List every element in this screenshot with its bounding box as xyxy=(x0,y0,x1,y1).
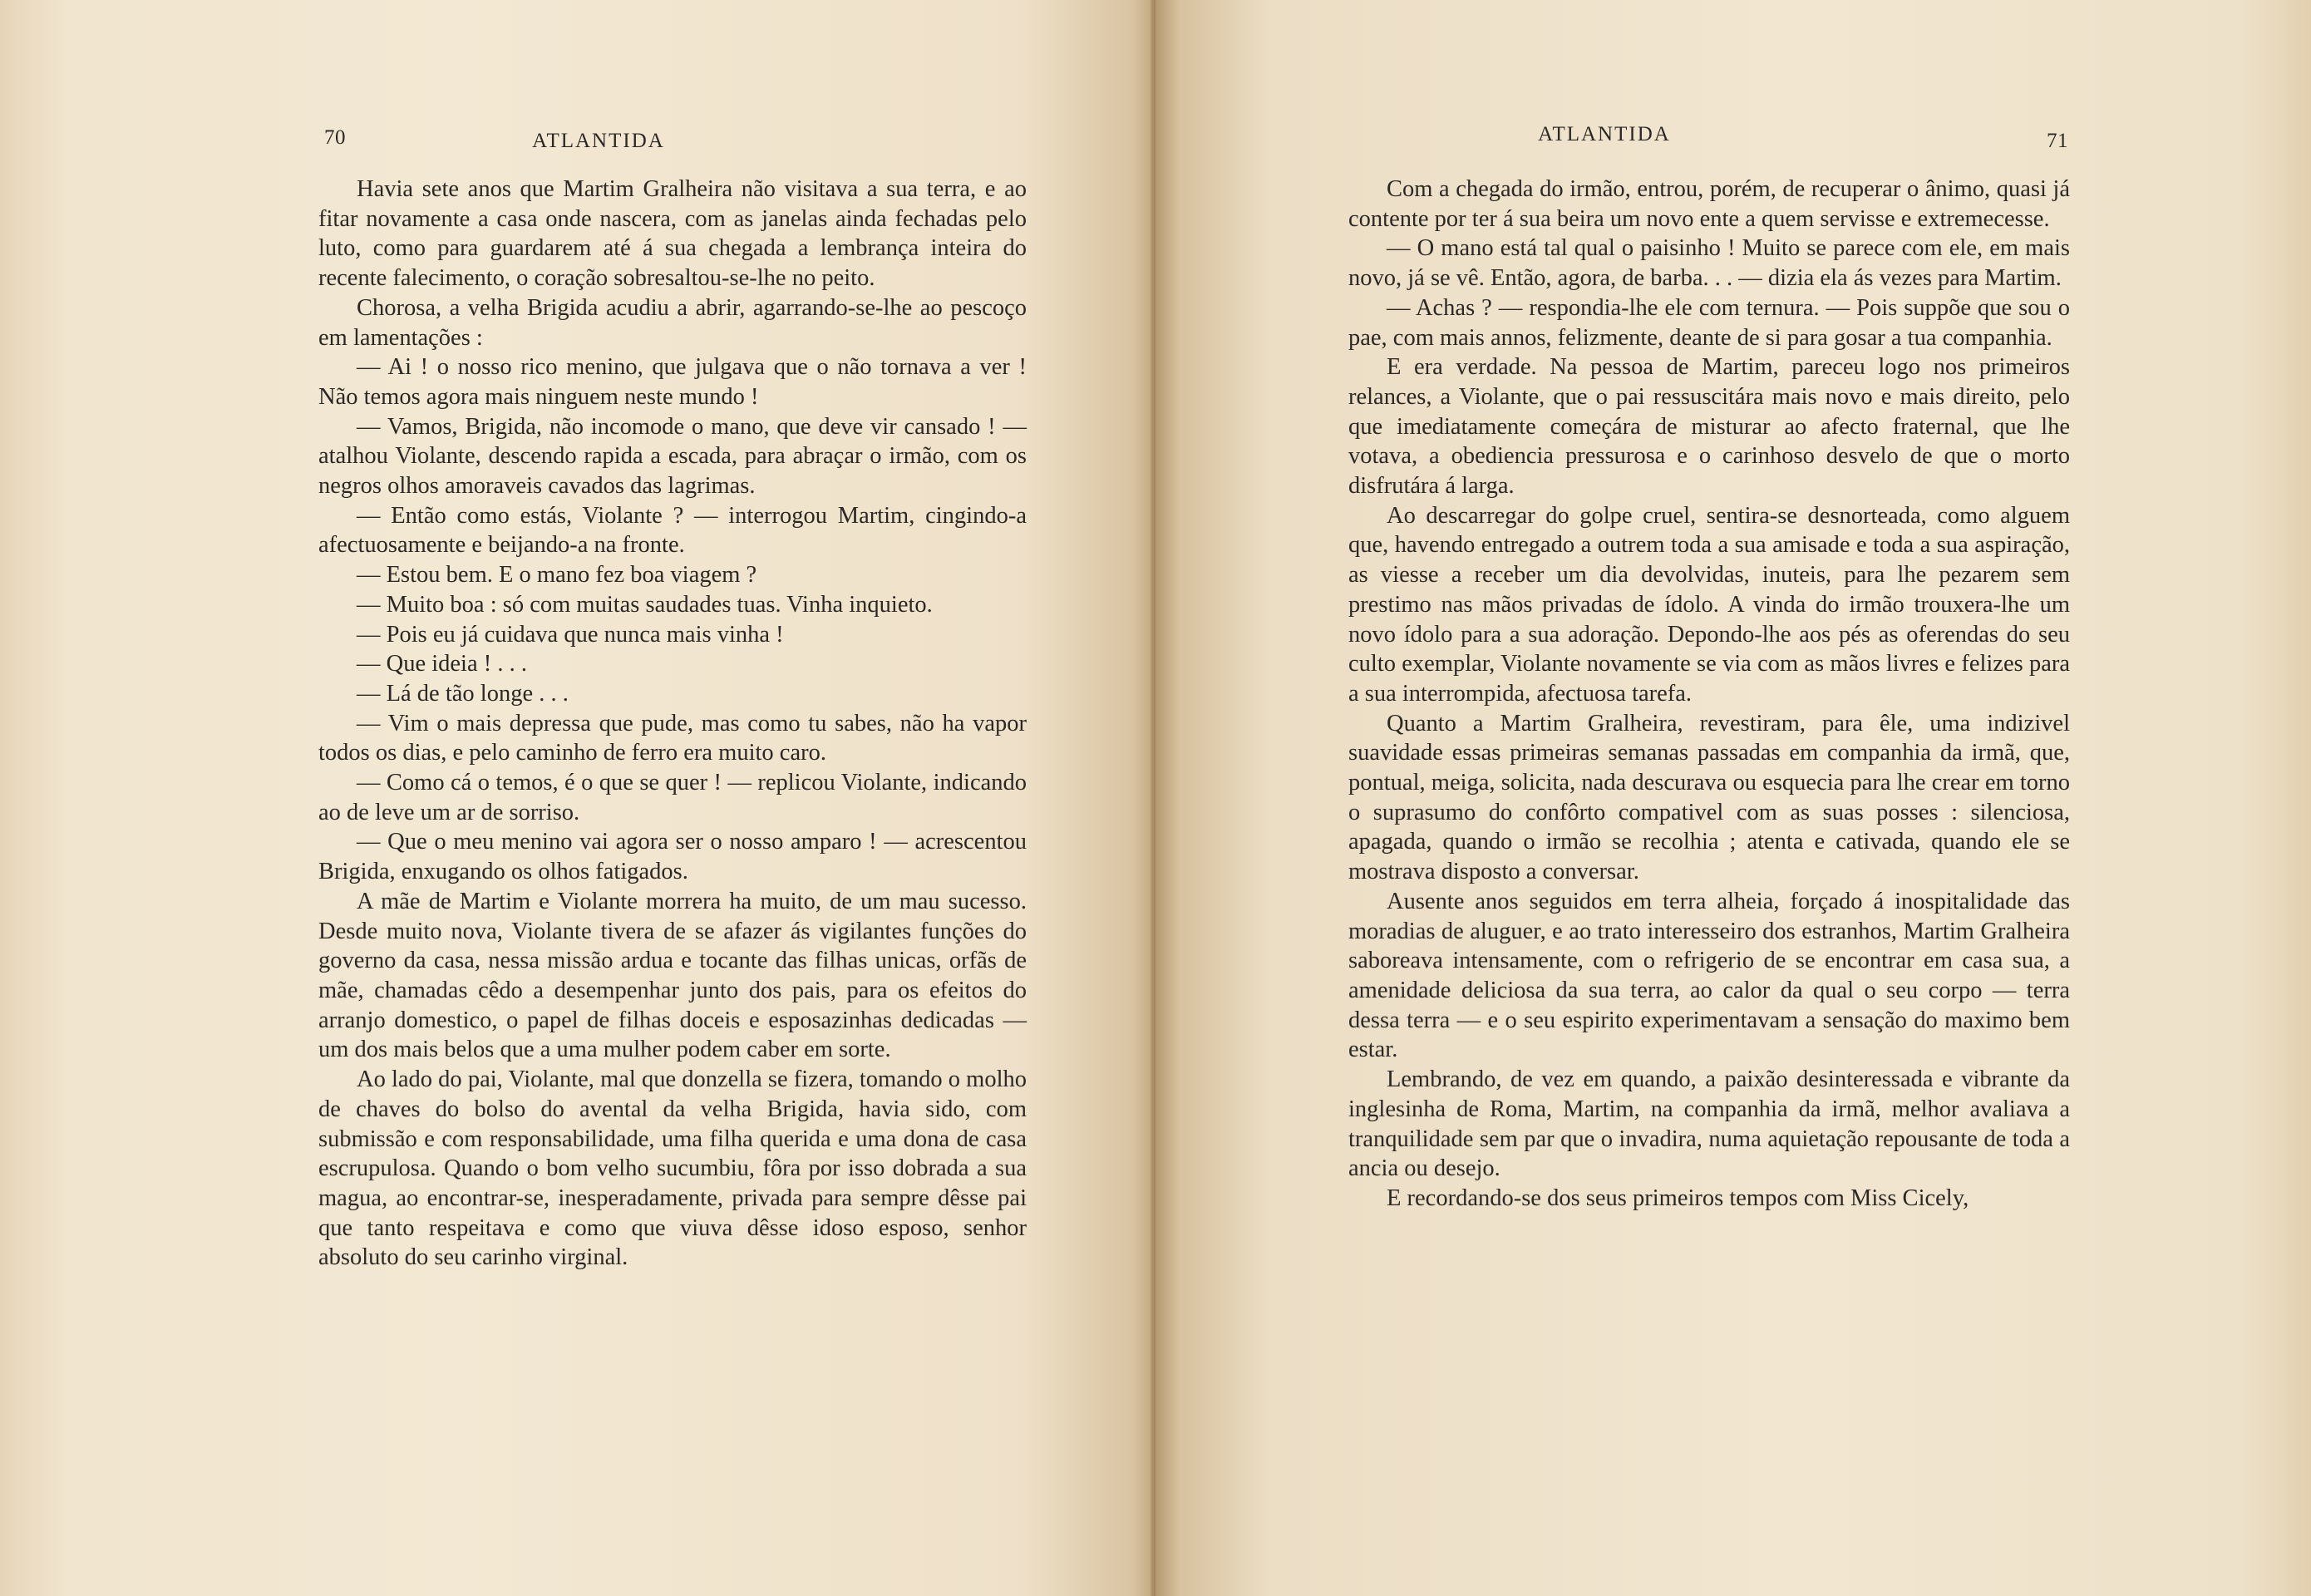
body-text xyxy=(1348,175,2070,1214)
body-text xyxy=(318,175,1027,1273)
paragraph: — Ai ! o nosso rico menino, que julgava que o não tornava a ver ! Não temos agora mais ninguem neste mundo ! xyxy=(318,354,1027,410)
paragraph: — Que ideia ! . . . xyxy=(357,651,527,677)
paragraph: Chorosa, a velha Brigida acudiu a abrir, agarrando-se-lhe ao pescoço em lamentações : xyxy=(318,294,1027,351)
paragraph: — Então como estás, Violante ? — interrogou Martim, cingindo-a afectuosamente e beijando-a na fronte. xyxy=(318,502,1027,559)
paragraph: Lembrando, de vez em quando, a paixão desinteressada e vibrante da inglesinha de Roma, Martim, na companhia da irmã, melhor avaliava a tranquilidade sem par que o invadira, numa aquietação repousante de toda a ancia ou desejo. xyxy=(1348,1066,2070,1182)
page-number: 70 xyxy=(324,126,346,149)
paragraph: — Muito boa : só com muitas saudades tuas. Vinha inquieto. xyxy=(357,591,933,618)
paragraph: Ao descarregar do golpe cruel, sentira-se desnorteada, como alguem que, havendo entregado a outrem toda a sua amisade e toda a sua aspiração, as viesse a receber um dia devolvidas, inuteis, para lhe pezarem sem prestimo nas mãos privadas de ídolo. A vinda do irmão trouxera-lhe um novo ídolo para a sua adoração. Depondo-lhe aos pés as oferendas do seu culto exemplar, Violante novamente se via com as mãos livres e felizes para a sua interrompida, afectuosa tarefa. xyxy=(1348,502,2070,707)
paragraph: Havia sete anos que Martim Gralheira não visitava a sua terra, e ao fitar novamente a casa onde nascera, com as janelas ainda fechadas pelo luto, como para guardarem até á sua chegada a lembrança inteira do recente falecimento, o coração sobresaltou-se-lhe no peito. xyxy=(318,176,1027,292)
right-page xyxy=(1156,0,2311,1596)
paragraph: Ausente anos seguidos em terra alheia, forçado á inospitalidade das moradias de aluguer, e ao trato interesseiro dos estranhos, Martim Gralheira saboreava intensamente, com o refrigerio de se encontrar em casa sua, a amenidade deliciosa da sua terra, ao calor da qual o seu corpo — terra dessa terra — e o seu espirito experimentavam a sensação do maximo bem estar. xyxy=(1348,888,2070,1063)
paragraph: — Vim o mais depressa que pude, mas como tu sabes, não ha vapor todos os dias, e pelo caminho de ferro era muito caro. xyxy=(318,710,1027,766)
running-head: ATLANTIDA xyxy=(532,130,665,152)
paragraph: — Achas ? — respondia-lhe ele com ternura. — Pois suppõe que sou o pae, com mais annos, felizmente, deante de si para gosar a tua companhia. xyxy=(1348,294,2070,351)
paragraph: — Que o meu menino vai agora ser o nosso amparo ! — acrescentou Brigida, enxugando os olhos fatigados. xyxy=(318,829,1027,885)
paragraph: E recordando-se dos seus primeiros tempos com Miss Cicely, xyxy=(1387,1185,1969,1211)
paragraph: Quanto a Martim Gralheira, revestiram, para êle, uma indizivel suavidade essas primeiras semanas passadas em companhia da irmã, que, pontual, meiga, solicita, nada descurava ou esquecia para lhe crear em torno o suprasumo do confôrto compativel com as suas posses : silenciosa, apagada, quando o irmão se recolhia ; atenta e cativada, quando ele se mostrava disposto a conversar. xyxy=(1348,710,2070,885)
paragraph: Ao lado do pai, Violante, mal que donzella se fizera, tomando o molho de chaves do bolso do avental da velha Brigida, havia sido, com submissão e com responsabilidade, uma filha querida e uma dona de casa escrupulosa. Quando o bom velho sucumbiu, fôra por isso dobrada a sua magua, ao encontrar-se, inesperadamente, privada para sempre dêsse pai que tanto respeitava e como que viuva dêsse idoso esposo, senhor absoluto do seu carinho virginal. xyxy=(318,1066,1027,1271)
paragraph: E era verdade. Na pessoa de Martim, pareceu logo nos primeiros relances, a Violante, que o pai ressuscitára mais novo e mais direito, pelo que imediatamente começára de misturar ao afecto fraternal, que lhe votava, a obediencia pressurosa e o carinhoso desvelo de que o morto disfrutára á larga. xyxy=(1348,354,2070,500)
paragraph: — Como cá o temos, é o que se quer ! — replicou Violante, indicando ao de leve um ar de sorriso. xyxy=(318,770,1027,825)
paragraph: — Vamos, Brigida, não incomode o mano, que deve vir cansado ! — atalhou Violante, descendo rapida a escada, para abraçar o irmão, com os negros olhos amoraveis cavados das lagrimas. xyxy=(318,413,1027,500)
paragraph: A mãe de Martim e Violante morrera ha muito, de um mau sucesso. Desde muito nova, Violante tivera de se afazer ás vigilantes funções do governo da casa, nessa missão ardua e tocante das filhas unicas, orfãs de mãe, chamadas cêdo a desempenhar junto dos pais, para os efeitos do arranjo domestico, o papel de filhas doceis e esposazinhas dedicadas — um dos mais belos que a uma mulher podem caber em sorte. xyxy=(318,888,1027,1063)
page-number: 71 xyxy=(2047,130,2068,152)
paragraph: — Estou bem. E o mano fez boa viagem ? xyxy=(357,562,757,589)
running-head: ATLANTIDA xyxy=(1538,123,1671,145)
paragraph: — Lá de tão longe . . . xyxy=(357,680,569,707)
paragraph: — Pois eu já cuidava que nunca mais vinha ! xyxy=(357,621,784,648)
paragraph: — O mano está tal qual o paisinho ! Muito se parece com ele, em mais novo, já se vê. Então, agora, de barba. . . — dizia ela ás vezes para Martim. xyxy=(1348,235,2070,292)
paragraph: Com a chegada do irmão, entrou, porém, de recuperar o ânimo, quasi já contente por ter á sua beira um novo ente a quem servisse e extremecesse. xyxy=(1348,176,2070,232)
